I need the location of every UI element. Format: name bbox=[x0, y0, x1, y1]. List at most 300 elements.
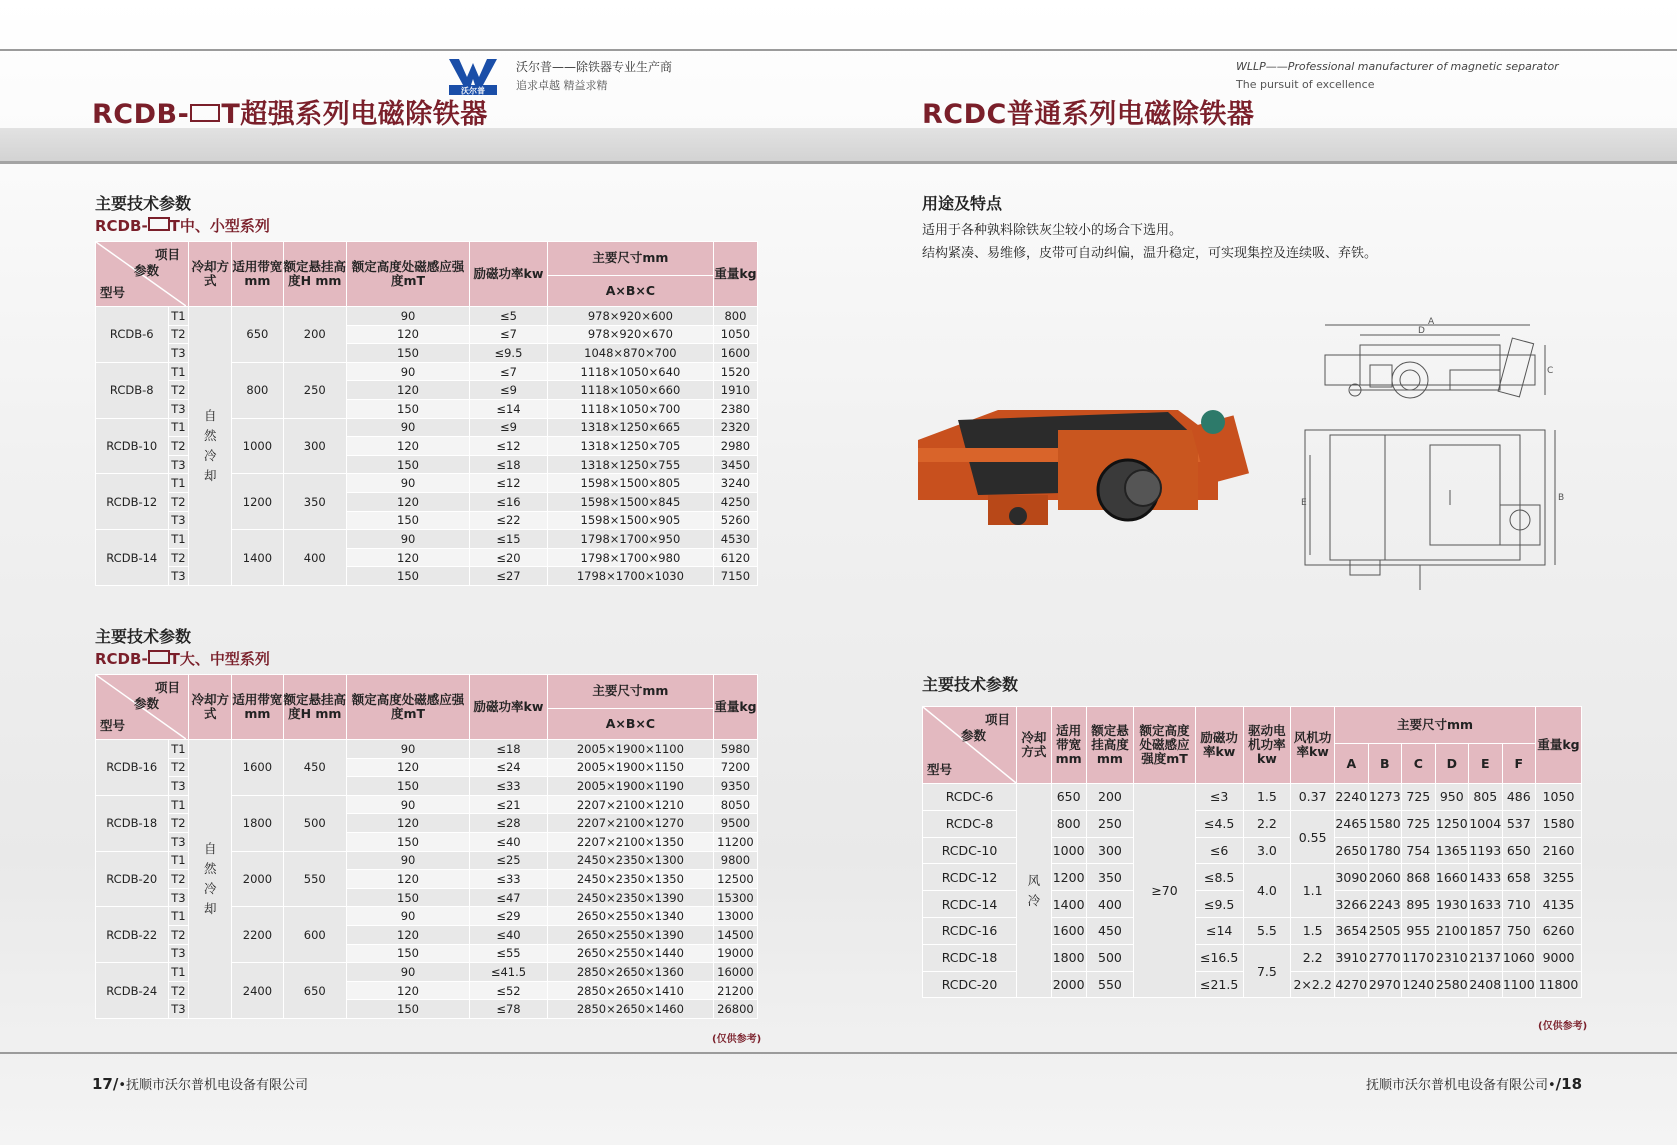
rcdc-dim-cell: 1365 bbox=[1435, 837, 1468, 864]
power-cell: ≤55 bbox=[470, 944, 548, 963]
rcdc-header-fan: 风机功率kw bbox=[1291, 707, 1335, 784]
power-cell: ≤7 bbox=[470, 325, 548, 344]
model-cell: RCDB-24 bbox=[96, 963, 169, 1019]
rcdc-dim-cell: 1193 bbox=[1469, 837, 1502, 864]
rcdc-model-cell: RCDC-12 bbox=[923, 864, 1017, 891]
rcdc-dim-cell: 650 bbox=[1502, 837, 1535, 864]
dims-cell: 2005×1900×1150 bbox=[547, 758, 713, 777]
rcdc-model-cell: RCDC-16 bbox=[923, 917, 1017, 944]
rcdc-dim-cell: 2505 bbox=[1368, 917, 1401, 944]
rcdc-dim-cell: 1580 bbox=[1368, 810, 1401, 837]
header-dims: 主要尺寸mm bbox=[547, 675, 713, 709]
rcdc-header-height: 额定悬挂高度mm bbox=[1086, 707, 1134, 784]
rcdc-dim-cell: 725 bbox=[1402, 784, 1435, 811]
header-power: 励磁功率kw bbox=[470, 675, 548, 740]
bottom-rule bbox=[0, 1052, 1677, 1054]
rcdb-small-medium-table bbox=[95, 241, 758, 586]
power-cell: ≤14 bbox=[470, 399, 548, 418]
rcdc-power-cell: ≤14 bbox=[1195, 917, 1243, 944]
header-tagline-en: WLLP——Professional manufacturer of magnetic separator bbox=[1236, 60, 1559, 73]
rcdc-dim-cell: 725 bbox=[1402, 810, 1435, 837]
induction-cell: 120 bbox=[347, 758, 470, 777]
title-band bbox=[0, 128, 1677, 164]
rcdc-header-belt: 适用带宽mm bbox=[1051, 707, 1086, 784]
grade-cell: T1 bbox=[168, 795, 189, 814]
dims-cell: 978×920×600 bbox=[547, 307, 713, 326]
weight-cell: 6120 bbox=[713, 548, 757, 567]
section1-subheading bbox=[95, 215, 270, 236]
rcdc-dim-cell: 658 bbox=[1502, 864, 1535, 891]
rcdc-dim-col-header: C bbox=[1402, 744, 1435, 784]
dims-cell: 1318×1250×705 bbox=[547, 437, 713, 456]
weight-cell: 3240 bbox=[713, 474, 757, 493]
rcdc-model-cell: RCDC-18 bbox=[923, 944, 1017, 971]
rcdc-weight-cell: 1580 bbox=[1536, 810, 1582, 837]
weight-cell: 26800 bbox=[713, 1000, 757, 1019]
header-belt: 适用带宽mm bbox=[232, 242, 283, 307]
power-cell: ≤40 bbox=[470, 925, 548, 944]
grade-cell: T2 bbox=[168, 870, 189, 889]
rcdc-dim-cell: 1100 bbox=[1502, 971, 1535, 998]
rcdc-weight-cell: 6260 bbox=[1536, 917, 1582, 944]
rcdc-dim-cell: 1060 bbox=[1502, 944, 1535, 971]
rcdc-dim-cell: 1780 bbox=[1368, 837, 1401, 864]
usage-line-1: 适用于各种孰料除铁灰尘较小的场合下选用。 bbox=[922, 223, 1183, 238]
induction-cell: 90 bbox=[347, 362, 470, 381]
weight-cell: 19000 bbox=[713, 944, 757, 963]
rcdc-height-cell: 450 bbox=[1086, 917, 1134, 944]
rcdc-cooling-cell: 风 冷 bbox=[1017, 784, 1052, 998]
rcdc-fan-cell: 2.2 bbox=[1291, 944, 1335, 971]
model-cell: RCDB-22 bbox=[96, 907, 169, 963]
rcdc-induction-cell: ≥70 bbox=[1134, 784, 1195, 998]
dims-cell: 2207×2100×1270 bbox=[547, 814, 713, 833]
induction-cell: 90 bbox=[347, 963, 470, 982]
height-cell: 650 bbox=[283, 963, 347, 1019]
grade-cell: T3 bbox=[168, 1000, 189, 1019]
power-cell: ≤40 bbox=[470, 832, 548, 851]
height-cell: 400 bbox=[283, 530, 347, 586]
power-cell: ≤41.5 bbox=[470, 963, 548, 982]
belt-cell: 1600 bbox=[232, 740, 283, 796]
rcdc-dim-cell: 2310 bbox=[1435, 944, 1468, 971]
dims-cell: 2450×2350×1390 bbox=[547, 888, 713, 907]
rcdc-fan-cell: 0.37 bbox=[1291, 784, 1335, 811]
rcdc-dim-col-header: F bbox=[1502, 744, 1535, 784]
left-footer-company: •抚顺市沃尔普机电设备有限公司 bbox=[118, 1078, 309, 1093]
grade-cell: T3 bbox=[168, 455, 189, 474]
grade-cell: T2 bbox=[168, 925, 189, 944]
grade-cell: T3 bbox=[168, 567, 189, 586]
dims-cell: 1598×1500×905 bbox=[547, 511, 713, 530]
rcdc-dim-cell: 2650 bbox=[1335, 837, 1368, 864]
weight-cell: 2380 bbox=[713, 399, 757, 418]
weight-cell: 2980 bbox=[713, 437, 757, 456]
weight-cell: 14500 bbox=[713, 925, 757, 944]
rcdc-dim-cell: 3090 bbox=[1335, 864, 1368, 891]
top-rule bbox=[0, 49, 1677, 51]
height-cell: 450 bbox=[283, 740, 347, 796]
rcdc-dim-cell: 2465 bbox=[1335, 810, 1368, 837]
induction-cell: 120 bbox=[347, 548, 470, 567]
grade-cell: T1 bbox=[168, 307, 189, 326]
header-cooling: 冷却方式 bbox=[189, 675, 232, 740]
induction-cell: 120 bbox=[347, 492, 470, 511]
dims-cell: 1318×1250×755 bbox=[547, 455, 713, 474]
belt-cell: 800 bbox=[232, 362, 283, 418]
header-motto-en: The pursuit of excellence bbox=[1236, 78, 1375, 91]
rcdc-fan-cell: 2×2.2 bbox=[1291, 971, 1335, 998]
power-cell: ≤20 bbox=[470, 548, 548, 567]
height-cell: 350 bbox=[283, 474, 347, 530]
induction-cell: 90 bbox=[347, 474, 470, 493]
dims-cell: 2850×2650×1460 bbox=[547, 1000, 713, 1019]
model-cell: RCDB-14 bbox=[96, 530, 169, 586]
section1-heading: 主要技术参数 bbox=[95, 194, 192, 213]
rcdc-belt-cell: 1400 bbox=[1051, 891, 1086, 918]
rcdc-dim-cell: 2970 bbox=[1368, 971, 1401, 998]
power-cell: ≤5 bbox=[470, 307, 548, 326]
belt-cell: 650 bbox=[232, 307, 283, 363]
rcdc-header-power: 励磁功率kw bbox=[1195, 707, 1243, 784]
grade-cell: T3 bbox=[168, 344, 189, 363]
dim-label-e: E bbox=[1301, 498, 1307, 508]
rcdc-header-cooling: 冷却方式 bbox=[1017, 707, 1052, 784]
weight-cell: 4530 bbox=[713, 530, 757, 549]
rcdc-dim-cell: 1004 bbox=[1469, 810, 1502, 837]
power-cell: ≤78 bbox=[470, 1000, 548, 1019]
height-cell: 500 bbox=[283, 795, 347, 851]
header-item-label: 项目 bbox=[154, 680, 180, 695]
induction-cell: 150 bbox=[347, 944, 470, 963]
induction-cell: 150 bbox=[347, 1000, 470, 1019]
weight-cell: 7200 bbox=[713, 758, 757, 777]
rcdc-weight-cell: 1050 bbox=[1536, 784, 1582, 811]
rcdc-dim-col-header: E bbox=[1469, 744, 1502, 784]
right-page-title: RCDC普通系列电磁除铁器 bbox=[922, 99, 1255, 130]
technical-drawing-diagram bbox=[1300, 315, 1580, 595]
grade-cell: T2 bbox=[168, 981, 189, 1000]
header-weight: 重量kg bbox=[713, 675, 757, 740]
rcdc-drive-cell: 7.5 bbox=[1243, 944, 1291, 998]
power-cell: ≤12 bbox=[470, 437, 548, 456]
power-cell: ≤28 bbox=[470, 814, 548, 833]
belt-cell: 2200 bbox=[232, 907, 283, 963]
power-cell: ≤47 bbox=[470, 888, 548, 907]
grade-cell: T1 bbox=[168, 530, 189, 549]
grade-cell: T3 bbox=[168, 777, 189, 796]
grade-cell: T2 bbox=[168, 814, 189, 833]
model-placeholder-box bbox=[148, 217, 170, 231]
dims-cell: 1798×1700×950 bbox=[547, 530, 713, 549]
dims-cell: 978×920×670 bbox=[547, 325, 713, 344]
power-cell: ≤9 bbox=[470, 381, 548, 400]
header-model-label: 型号 bbox=[927, 762, 953, 777]
rcdc-dim-cell: 2770 bbox=[1368, 944, 1401, 971]
rcdc-model-cell: RCDC-8 bbox=[923, 810, 1017, 837]
rcdc-fan-cell: 1.5 bbox=[1291, 917, 1335, 944]
power-cell: ≤33 bbox=[470, 870, 548, 889]
weight-cell: 3450 bbox=[713, 455, 757, 474]
cooling-cell: 自 然 冷 却 bbox=[189, 740, 232, 1019]
header-param-label: 参数 bbox=[134, 263, 160, 278]
induction-cell: 90 bbox=[347, 740, 470, 759]
rcdc-power-cell: ≤6 bbox=[1195, 837, 1243, 864]
power-cell: ≤16 bbox=[470, 492, 548, 511]
induction-cell: 150 bbox=[347, 344, 470, 363]
rcdc-dim-cell: 750 bbox=[1502, 917, 1535, 944]
weight-cell: 4250 bbox=[713, 492, 757, 511]
rcdc-belt-cell: 800 bbox=[1051, 810, 1086, 837]
rcdc-dim-cell: 1170 bbox=[1402, 944, 1435, 971]
induction-cell: 90 bbox=[347, 307, 470, 326]
dims-cell: 1598×1500×845 bbox=[547, 492, 713, 511]
weight-cell: 9350 bbox=[713, 777, 757, 796]
header-cooling: 冷却方式 bbox=[189, 242, 232, 307]
left-page-number: 17/ bbox=[92, 1075, 119, 1093]
model-placeholder-box bbox=[190, 104, 220, 122]
rcdc-dim-cell: 486 bbox=[1502, 784, 1535, 811]
grade-cell: T3 bbox=[168, 944, 189, 963]
rcdc-drive-cell: 1.5 bbox=[1243, 784, 1291, 811]
model-cell: RCDB-10 bbox=[96, 418, 169, 474]
rcdc-dim-cell: 2100 bbox=[1435, 917, 1468, 944]
rcdc-dim-cell: 1250 bbox=[1435, 810, 1468, 837]
dims-cell: 1048×870×700 bbox=[547, 344, 713, 363]
left-title-prefix: RCDB- bbox=[92, 99, 190, 130]
header-dims: 主要尺寸mm bbox=[547, 242, 713, 276]
weight-cell: 5260 bbox=[713, 511, 757, 530]
rcdc-drive-cell: 5.5 bbox=[1243, 917, 1291, 944]
rcdc-dim-col-header: D bbox=[1435, 744, 1468, 784]
model-cell: RCDB-16 bbox=[96, 740, 169, 796]
model-cell: RCDB-6 bbox=[96, 307, 169, 363]
rcdc-dim-cell: 1857 bbox=[1469, 917, 1502, 944]
induction-cell: 150 bbox=[347, 777, 470, 796]
weight-cell: 1520 bbox=[713, 362, 757, 381]
induction-cell: 90 bbox=[347, 907, 470, 926]
dim-label-b: B bbox=[1558, 493, 1565, 503]
weight-cell: 9500 bbox=[713, 814, 757, 833]
section2-heading: 主要技术参数 bbox=[95, 627, 192, 646]
header-model-label: 型号 bbox=[100, 718, 126, 733]
belt-cell: 2000 bbox=[232, 851, 283, 907]
belt-cell: 1200 bbox=[232, 474, 283, 530]
rcdc-dim-cell: 2240 bbox=[1335, 784, 1368, 811]
dim-label-a: A bbox=[1428, 317, 1435, 327]
rcdc-spec-heading: 主要技术参数 bbox=[922, 675, 1019, 694]
grade-cell: T2 bbox=[168, 548, 189, 567]
model-cell: RCDB-20 bbox=[96, 851, 169, 907]
right-page-number: /18 bbox=[1555, 1075, 1583, 1093]
rcdc-model-cell: RCDC-20 bbox=[923, 971, 1017, 998]
header-height: 额定悬挂高度H mm bbox=[283, 242, 347, 307]
dims-cell: 2850×2650×1410 bbox=[547, 981, 713, 1000]
section1-sub-prefix: RCDB- bbox=[95, 217, 148, 235]
right-footer bbox=[1366, 1074, 1582, 1093]
dims-cell: 1118×1050×640 bbox=[547, 362, 713, 381]
rcdc-dim-cell: 3654 bbox=[1335, 917, 1368, 944]
usage-heading: 用途及特点 bbox=[922, 194, 1003, 213]
grade-cell: T1 bbox=[168, 740, 189, 759]
header-motto-cn: 追求卓越 精益求精 bbox=[516, 79, 608, 92]
power-cell: ≤12 bbox=[470, 474, 548, 493]
header-induction: 额定高度处磁感应强度mT bbox=[347, 675, 470, 740]
section2-subheading bbox=[95, 648, 270, 669]
weight-cell: 21200 bbox=[713, 981, 757, 1000]
power-cell: ≤18 bbox=[470, 740, 548, 759]
rcdc-dim-col-header: B bbox=[1368, 744, 1401, 784]
induction-cell: 90 bbox=[347, 418, 470, 437]
rcdc-drive-cell: 4.0 bbox=[1243, 864, 1291, 918]
belt-cell: 1400 bbox=[232, 530, 283, 586]
header-model-label: 型号 bbox=[100, 285, 126, 300]
rcdc-model-cell: RCDC-10 bbox=[923, 837, 1017, 864]
induction-cell: 150 bbox=[347, 832, 470, 851]
rcdc-dim-cell: 3266 bbox=[1335, 891, 1368, 918]
rcdc-weight-cell: 2160 bbox=[1536, 837, 1582, 864]
induction-cell: 90 bbox=[347, 795, 470, 814]
induction-cell: 150 bbox=[347, 511, 470, 530]
rcdc-belt-cell: 1000 bbox=[1051, 837, 1086, 864]
weight-cell: 13000 bbox=[713, 907, 757, 926]
induction-cell: 120 bbox=[347, 870, 470, 889]
rcdc-header-diagonal-cell bbox=[923, 707, 1017, 784]
rcdc-drive-cell: 3.0 bbox=[1243, 837, 1291, 864]
induction-cell: 120 bbox=[347, 814, 470, 833]
dim-label-d: D bbox=[1418, 326, 1425, 336]
dims-cell: 2650×2550×1440 bbox=[547, 944, 713, 963]
induction-cell: 90 bbox=[347, 530, 470, 549]
weight-cell: 800 bbox=[713, 307, 757, 326]
power-cell: ≤25 bbox=[470, 851, 548, 870]
table-row bbox=[96, 307, 758, 326]
dims-cell: 1118×1050×700 bbox=[547, 399, 713, 418]
dims-cell: 1598×1500×805 bbox=[547, 474, 713, 493]
header-induction: 额定高度处磁感应强度mT bbox=[347, 242, 470, 307]
height-cell: 250 bbox=[283, 362, 347, 418]
grade-cell: T1 bbox=[168, 474, 189, 493]
rcdc-power-cell: ≤3 bbox=[1195, 784, 1243, 811]
rcdc-header-drive: 驱动电机功率kw bbox=[1243, 707, 1291, 784]
section2-sub-prefix: RCDB- bbox=[95, 650, 148, 668]
rcdc-belt-cell: 1200 bbox=[1051, 864, 1086, 891]
grade-cell: T2 bbox=[168, 325, 189, 344]
induction-cell: 150 bbox=[347, 888, 470, 907]
rcdc-fan-cell: 0.55 bbox=[1291, 810, 1335, 864]
rcdc-weight-cell: 11800 bbox=[1536, 971, 1582, 998]
grade-cell: T2 bbox=[168, 758, 189, 777]
rcdc-power-cell: ≤8.5 bbox=[1195, 864, 1243, 891]
power-cell: ≤52 bbox=[470, 981, 548, 1000]
rcdc-fan-cell: 1.1 bbox=[1291, 864, 1335, 918]
grade-cell: T1 bbox=[168, 963, 189, 982]
rcdc-height-cell: 550 bbox=[1086, 971, 1134, 998]
header-param-label: 参数 bbox=[134, 696, 160, 711]
grade-cell: T1 bbox=[168, 907, 189, 926]
rcdc-dim-cell: 1633 bbox=[1469, 891, 1502, 918]
induction-cell: 150 bbox=[347, 399, 470, 418]
dims-cell: 2005×1900×1190 bbox=[547, 777, 713, 796]
rcdc-dim-cell: 1660 bbox=[1435, 864, 1468, 891]
power-cell: ≤33 bbox=[470, 777, 548, 796]
rcdc-dim-cell: 955 bbox=[1402, 917, 1435, 944]
power-cell: ≤18 bbox=[470, 455, 548, 474]
right-reference-note: (仅供参考) bbox=[1538, 1021, 1588, 1032]
rcdc-dim-cell: 1433 bbox=[1469, 864, 1502, 891]
usage-line-2: 结构紧凑、易维修，皮带可自动纠偏，温升稳定，可实现集控及连续吸、弃铁。 bbox=[922, 246, 1378, 261]
weight-cell: 1050 bbox=[713, 325, 757, 344]
power-cell: ≤15 bbox=[470, 530, 548, 549]
grade-cell: T3 bbox=[168, 399, 189, 418]
left-page-title bbox=[92, 92, 488, 131]
table-row bbox=[96, 740, 758, 759]
header-dims-sub: A×B×C bbox=[547, 708, 713, 739]
weight-cell: 15300 bbox=[713, 888, 757, 907]
power-cell: ≤27 bbox=[470, 567, 548, 586]
rcdc-model-cell: RCDC-6 bbox=[923, 784, 1017, 811]
grade-cell: T2 bbox=[168, 381, 189, 400]
power-cell: ≤9.5 bbox=[470, 344, 548, 363]
induction-cell: 120 bbox=[347, 325, 470, 344]
rcdc-drive-cell: 2.2 bbox=[1243, 810, 1291, 837]
dim-label-c: C bbox=[1547, 366, 1554, 376]
rcdc-dim-cell: 1273 bbox=[1368, 784, 1401, 811]
rcdc-dim-cell: 895 bbox=[1402, 891, 1435, 918]
rcdc-dim-cell: 2580 bbox=[1435, 971, 1468, 998]
rcdc-dim-cell: 868 bbox=[1402, 864, 1435, 891]
dims-cell: 1318×1250×665 bbox=[547, 418, 713, 437]
rcdc-header-dims: 主要尺寸mm bbox=[1335, 707, 1536, 744]
rcdc-dim-cell: 710 bbox=[1502, 891, 1535, 918]
rcdc-weight-cell: 9000 bbox=[1536, 944, 1582, 971]
model-cell: RCDB-12 bbox=[96, 474, 169, 530]
grade-cell: T3 bbox=[168, 511, 189, 530]
weight-cell: 1600 bbox=[713, 344, 757, 363]
header-tagline-cn: 沃尔普——除铁器专业生产商 bbox=[516, 60, 673, 74]
right-footer-company: 抚顺市沃尔普机电设备有限公司• bbox=[1366, 1078, 1556, 1093]
rcdc-power-cell: ≤4.5 bbox=[1195, 810, 1243, 837]
dims-cell: 1798×1700×980 bbox=[547, 548, 713, 567]
rcdc-dim-cell: 805 bbox=[1469, 784, 1502, 811]
rcdc-belt-cell: 1600 bbox=[1051, 917, 1086, 944]
induction-cell: 120 bbox=[347, 981, 470, 1000]
header-belt: 适用带宽mm bbox=[232, 675, 283, 740]
belt-cell: 2400 bbox=[232, 963, 283, 1019]
rcdc-height-cell: 400 bbox=[1086, 891, 1134, 918]
header-param-label: 参数 bbox=[961, 728, 987, 743]
dims-cell: 1798×1700×1030 bbox=[547, 567, 713, 586]
height-cell: 200 bbox=[283, 307, 347, 363]
rcdc-height-cell: 300 bbox=[1086, 837, 1134, 864]
rcdc-dim-cell: 4270 bbox=[1335, 971, 1368, 998]
left-footer bbox=[92, 1074, 308, 1093]
svg-text:沃尔普: 沃尔普 bbox=[461, 86, 485, 95]
induction-cell: 150 bbox=[347, 567, 470, 586]
power-cell: ≤21 bbox=[470, 795, 548, 814]
weight-cell: 1910 bbox=[713, 381, 757, 400]
dims-cell: 2207×2100×1210 bbox=[547, 795, 713, 814]
weight-cell: 5980 bbox=[713, 740, 757, 759]
power-cell: ≤7 bbox=[470, 362, 548, 381]
header-weight: 重量kg bbox=[713, 242, 757, 307]
grade-cell: T2 bbox=[168, 492, 189, 511]
weight-cell: 12500 bbox=[713, 870, 757, 889]
height-cell: 550 bbox=[283, 851, 347, 907]
height-cell: 300 bbox=[283, 418, 347, 474]
header-item-label: 项目 bbox=[154, 247, 180, 262]
induction-cell: 90 bbox=[347, 851, 470, 870]
